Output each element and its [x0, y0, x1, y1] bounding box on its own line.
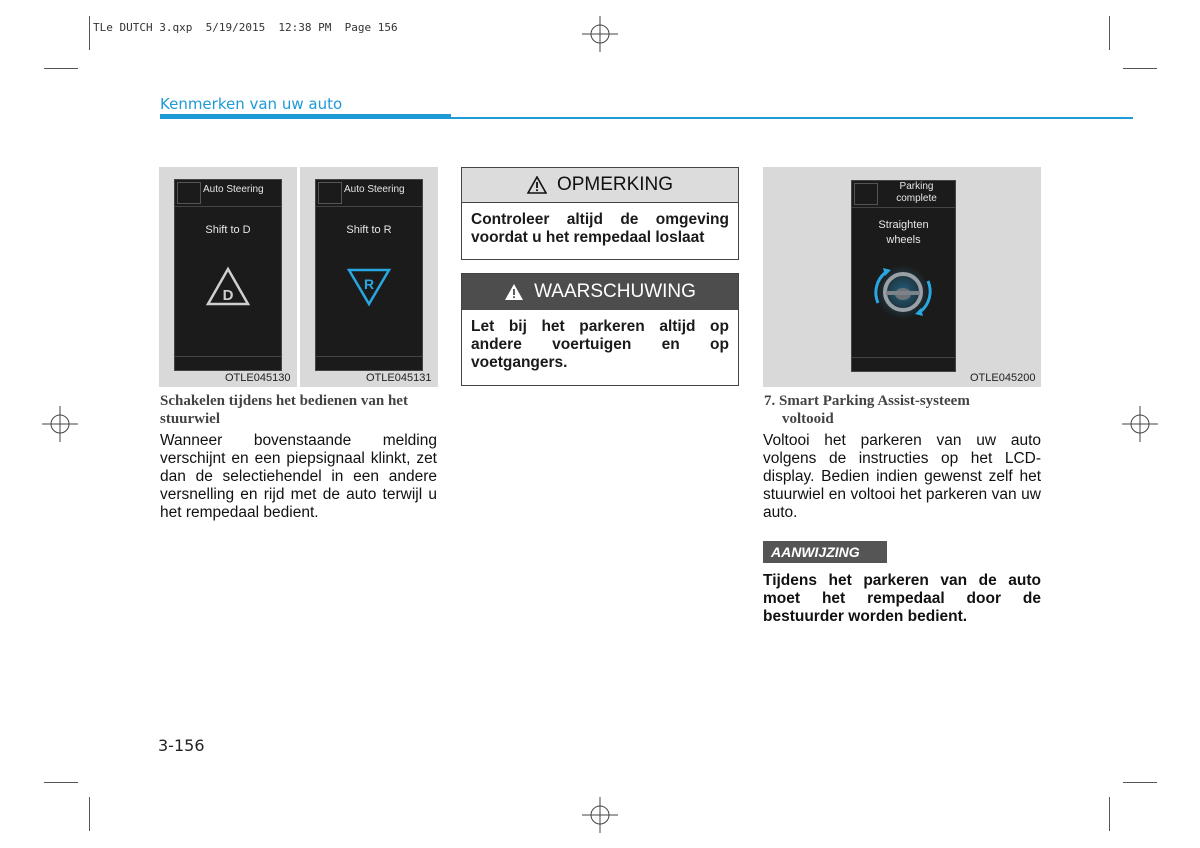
- divider: [175, 206, 281, 207]
- header-rule-thick: [160, 114, 451, 119]
- tip-text: Tijdens het parkeren van de auto moet het rempedaal door de bestuurder worden bedient.: [763, 572, 1041, 625]
- display-icon-placeholder: [318, 182, 342, 204]
- registration-mark-icon: [1122, 406, 1158, 442]
- crop-mark: [44, 68, 78, 69]
- registration-mark-icon: [582, 16, 618, 52]
- warning-box: [461, 273, 739, 386]
- divider: [316, 356, 422, 357]
- display-header-line: complete: [896, 193, 937, 204]
- display-screen: [174, 179, 282, 371]
- display-icon-placeholder: [177, 182, 201, 204]
- notice-title: OPMERKING: [556, 174, 674, 195]
- warning-triangle-icon: [504, 283, 524, 301]
- figure-shift-to-d: [159, 167, 297, 387]
- header-rule: [451, 117, 1133, 119]
- notice-header: [462, 168, 738, 202]
- display-header-line: Parking: [899, 181, 934, 192]
- display-message: Shift to D: [205, 224, 251, 236]
- divider: [316, 206, 422, 207]
- display-message: Shift to R: [346, 224, 392, 236]
- display-header: Auto Steering: [203, 184, 264, 195]
- registration-mark-icon: [582, 797, 618, 833]
- crop-mark: [44, 782, 78, 783]
- figure-caption: OTLE045130: [225, 372, 291, 384]
- caution-triangle-icon: [527, 176, 547, 194]
- notice-box: [461, 167, 739, 260]
- crop-mark: [1123, 68, 1157, 69]
- divider: [175, 356, 281, 357]
- warning-title: WAARSCHUWING: [534, 281, 696, 302]
- warning-header: [462, 274, 738, 310]
- crop-mark: [89, 797, 90, 831]
- tip-label: AANWIJZING: [763, 541, 887, 563]
- display-screen: [315, 179, 423, 371]
- gear-letter: D: [222, 287, 234, 304]
- section-title: Kenmerken van uw auto: [160, 95, 343, 113]
- display-header: Auto Steering: [344, 184, 405, 195]
- gear-r-warning-icon: [346, 266, 392, 308]
- notice-text: Controleer altijd de omgeving voordat u het rempedaal loslaat: [471, 211, 729, 246]
- crop-mark: [1109, 797, 1110, 831]
- display-header: [878, 181, 955, 205]
- figure-parking-complete: [763, 167, 1041, 387]
- subheading: Schakelen tijdens het bedienen van het stuurwiel: [160, 393, 408, 427]
- subheading-continuation: voltooid: [782, 411, 834, 427]
- divider: [852, 357, 955, 358]
- steering-wheel-icon: [870, 263, 936, 321]
- figure-shift-to-r: [300, 167, 438, 387]
- gear-d-warning-icon: [205, 266, 251, 308]
- divider: [852, 207, 955, 208]
- body-text: Voltooi het parkeren van uw auto volgens de instructies op het LCD-display. Bedien indien gewenst zelf het stuurwiel en voltooi het parkeren van uw auto.: [763, 432, 1041, 521]
- figure-caption: OTLE045131: [366, 372, 432, 384]
- display-screen: [851, 180, 956, 372]
- display-message-line: wheels: [886, 234, 921, 246]
- display-icon-placeholder: [854, 183, 878, 205]
- display-message: [852, 218, 955, 248]
- warning-text: Let bij het parkeren altijd op andere voertuigen en op voetgangers.: [471, 318, 729, 371]
- body-text: Wanneer bovenstaande melding verschijnt en een piepsignaal klinkt, zet dan de selectiehendel in een andere versnelling en rijd met de auto terwijl u het rempedaal bedient.: [160, 432, 437, 521]
- page-number: 3-156: [158, 736, 205, 755]
- gear-letter: R: [363, 276, 375, 292]
- display-message-line: Straighten: [878, 219, 929, 231]
- subheading: 7. Smart Parking Assist-systeem: [764, 393, 970, 409]
- crop-mark: [1123, 782, 1157, 783]
- crop-mark: [89, 16, 90, 50]
- registration-mark-icon: [42, 406, 78, 442]
- print-slug: TLe DUTCH 3.qxp 5/19/2015 12:38 PM Page 156: [93, 21, 398, 34]
- figure-caption: OTLE045200: [970, 372, 1036, 384]
- crop-mark: [1109, 16, 1110, 50]
